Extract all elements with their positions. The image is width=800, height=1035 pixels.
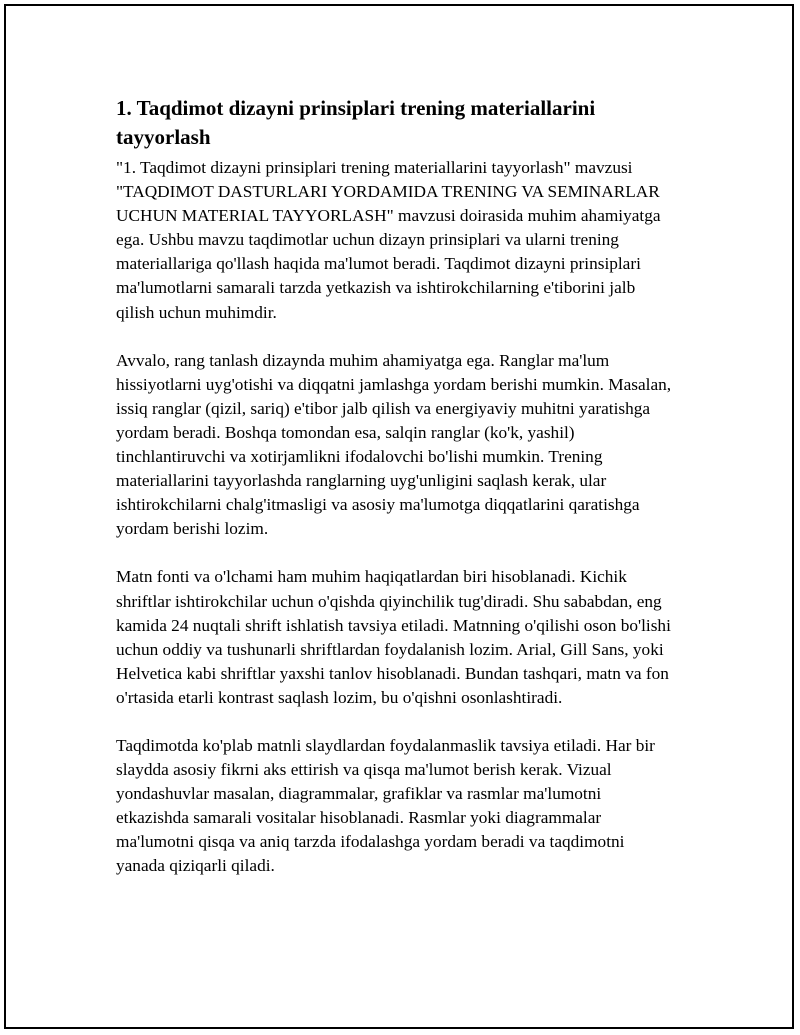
paragraph-intro: "1. Taqdimot dizayni prinsiplari trening materiallarini tayyorlash" mavzusi "TAQDIMOT DASTURLARI YORDAMIDA TRENING VA SEMINARLAR UCHUN MATERIAL TAYYORLASH" mavzusi doirasida muhim ahamiyatga ega. Ushbu mavzu taqdimotlar uchun dizayn prinsiplari va ularni trening materiallariga qo'llash haqida ma'lumot beradi. Taqdimot dizayni prinsiplari ma'lumotlarni samarali tarzda yetkazish va ishtirokchilarning e'tiborini jalb qilish uchun muhimdir. bbox=[116, 158, 661, 322]
section-heading: 1. Taqdimot dizayni prinsiplari trening materiallarini tayyorlash bbox=[116, 96, 596, 149]
paragraph-visuals: Taqdimotda ko'plab matnli slaydlardan foydalanmaslik tavsiya etiladi. Har bir slaydda asosiy fikrni aks ettirish va qisqa ma'lumot berish kerak. Vizual yondashuvlar masalan, diagrammalar, grafiklar va rasmlar ma'lumotni etkazishda samarali vositalar hisoblanadi. Rasmlar yoki diagrammalar ma'lumotni qisqa va aniq tarzda ifodalashga yordam beradi va taqdimotni yanada qiziqarli qiladi. bbox=[116, 735, 655, 876]
paragraph-colors: Avvalo, rang tanlash dizaynda muhim ahamiyatga ega. Ranglar ma'lum hissiyotlarni uyg'otishi va diqqatni jamlashga yordam berishi mumkin. Masalan, issiq ranglar (qizil, sariq) e'tibor jalb qilish va energiyaviy muhitni yaratishga yordam beradi. Boshqa tomondan esa, salqin ranglar (ko'k, yashil) tinchlantiruvchi va xotirjamlikni ifodalovchi bo'lishi mumkin. Trening materiallarini tayyorlashda ranglarning uyg'unligini saqlash kerak, ular ishtirokchilarni chalg'itmasligi va asosiy ma'lumotga diqqatlarini qaratishga yordam berishi lozim. bbox=[116, 350, 672, 539]
paragraph-fonts: Matn fonti va o'lchami ham muhim haqiqatlardan biri hisoblanadi. Kichik shriftlar ishtirokchilar uchun o'qishda qiyinchilik tug'diradi. Shu sababdan, eng kamida 24 nuqtali shrift ishlatish tavsiya etiladi. Matnning o'qilishi oson bo'lishi uchun oddiy va tushunarli shriftlardan foydalanish lozim. Arial, Gill Sans, yoki Helvetica kabi shriftlar yaxshi tanlov hisoblanadi. Bundan tashqari, matn va fon o'rtasida etarli kontrast saqlash lozim, bu o'qishni osonlashtiradi. bbox=[116, 567, 671, 707]
document-body bbox=[116, 94, 676, 879]
